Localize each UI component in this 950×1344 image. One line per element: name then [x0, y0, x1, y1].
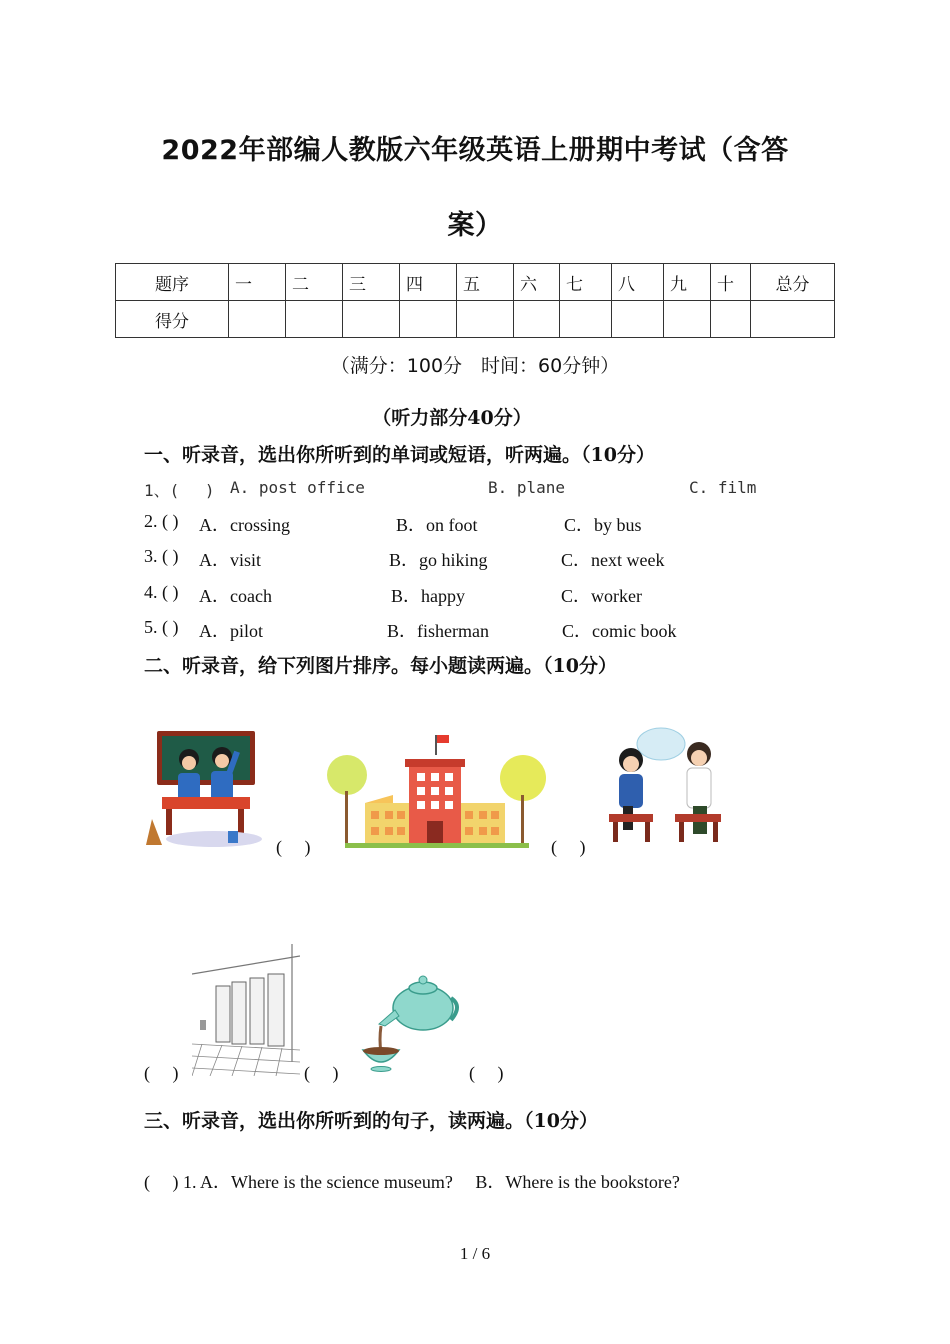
- score-table-header-row: [116, 264, 835, 301]
- score-input-cell[interactable]: [664, 301, 711, 338]
- q3-number: 3. ( ): [144, 546, 179, 566]
- section3-question-1[interactable]: ( ) 1. A．Where is the science museum? B．Where is the bookstore?: [144, 1172, 680, 1192]
- q2-option-a[interactable]: A．crossing: [199, 515, 290, 535]
- section1-heading: 一、听录音，选出你所听到的单词或短语，听两遍。（10分）: [144, 444, 655, 466]
- q2-option-c[interactable]: C．by bus: [564, 515, 642, 535]
- page-number: 1 / 6: [459, 1244, 491, 1263]
- score-header-cell: 十: [711, 264, 751, 301]
- q4-number: 4. ( ): [144, 582, 179, 602]
- restroom-image: [192, 944, 300, 1076]
- score-input-cell[interactable]: [229, 301, 286, 338]
- score-header-cell: 九: [664, 264, 711, 301]
- score-input-cell[interactable]: [612, 301, 664, 338]
- school-building-image: [325, 733, 547, 850]
- score-header-cell: 二: [286, 264, 343, 301]
- score-input-cell[interactable]: [400, 301, 457, 338]
- order-blank-4[interactable]: ( ): [304, 1063, 339, 1083]
- q4-option-c[interactable]: C．worker: [561, 586, 642, 606]
- girls-talking-image: [605, 722, 725, 848]
- score-header-cell: 三: [343, 264, 400, 301]
- listening-part-label: （听力部分40分）: [372, 407, 532, 429]
- q1-option-c[interactable]: C. film: [689, 478, 757, 497]
- q5-number: 5. ( ): [144, 617, 179, 637]
- score-header-cell: 六: [514, 264, 560, 301]
- q3-option-c[interactable]: C．next week: [561, 550, 665, 570]
- q1-option-b[interactable]: B. plane: [488, 478, 566, 497]
- order-blank-2[interactable]: ( ): [551, 837, 586, 857]
- q4-option-a[interactable]: A．coach: [199, 586, 272, 606]
- page-title-continued: 案）: [447, 210, 503, 241]
- q3-option-a[interactable]: A．visit: [199, 550, 262, 570]
- score-header-cell: 题序: [116, 264, 229, 301]
- score-input-cell[interactable]: [343, 301, 400, 338]
- score-input-cell[interactable]: [711, 301, 751, 338]
- q2-option-b[interactable]: B．on foot: [396, 515, 478, 535]
- q5-option-b[interactable]: B．fisherman: [387, 621, 489, 641]
- score-input-cell[interactable]: [560, 301, 612, 338]
- score-header-cell: 四: [400, 264, 457, 301]
- score-table: [115, 263, 835, 338]
- q5-option-c[interactable]: C．comic book: [562, 621, 677, 641]
- score-input-cell[interactable]: [286, 301, 343, 338]
- q3-option-b[interactable]: B．go hiking: [389, 550, 488, 570]
- score-input-cell[interactable]: [457, 301, 514, 338]
- score-header-cell: 一: [229, 264, 286, 301]
- q1-option-a[interactable]: A. post office: [230, 478, 365, 497]
- score-table-score-row: [116, 301, 835, 338]
- section3-heading: 三、听录音，选出你所听到的句子，读两遍。（10分）: [144, 1110, 598, 1132]
- page-title: 2022年部编人教版六年级英语上册期中考试（含答: [161, 135, 789, 166]
- order-blank-5[interactable]: ( ): [469, 1063, 504, 1083]
- score-input-cell[interactable]: [514, 301, 560, 338]
- score-input-cell[interactable]: [751, 301, 835, 338]
- teapot-image: [357, 970, 465, 1076]
- score-time-line: （满分：100分 时间：60分钟）: [330, 355, 620, 377]
- q2-number: 2. ( ): [144, 511, 179, 531]
- section2-heading: 二、听录音，给下列图片排序。每小题读两遍。（10分）: [144, 655, 617, 677]
- score-header-cell: 七: [560, 264, 612, 301]
- score-header-cell: 八: [612, 264, 664, 301]
- order-blank-3[interactable]: ( ): [144, 1063, 179, 1083]
- score-row-label: 得分: [116, 301, 229, 338]
- q4-option-b[interactable]: B．happy: [391, 586, 465, 606]
- q1-number: 1、( ): [144, 481, 215, 500]
- score-header-cell: 总分: [751, 264, 835, 301]
- q5-option-a[interactable]: A．pilot: [199, 621, 264, 641]
- order-blank-1[interactable]: ( ): [276, 837, 311, 857]
- students-cleaning-image: [144, 727, 268, 851]
- score-header-cell: 五: [457, 264, 514, 301]
